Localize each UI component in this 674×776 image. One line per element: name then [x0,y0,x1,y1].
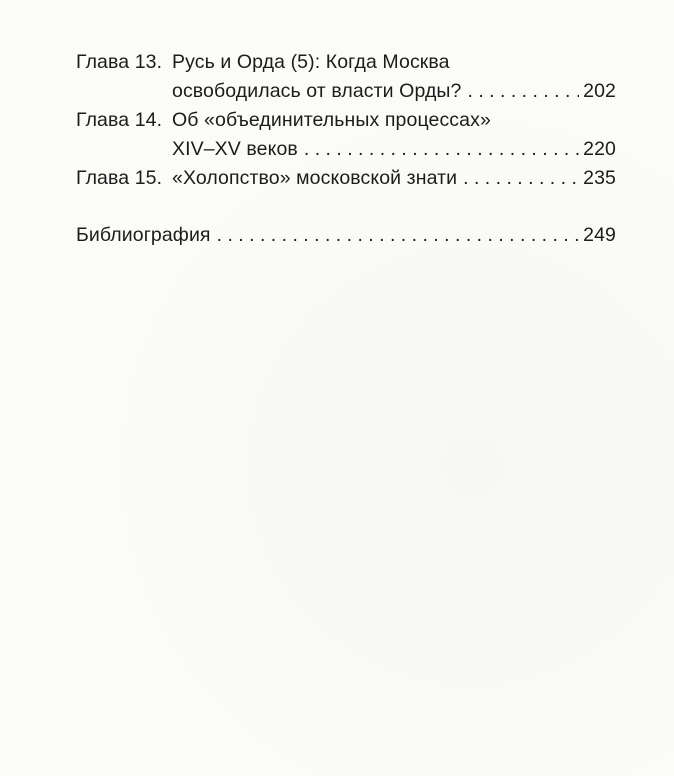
toc-line [76,77,616,106]
page-number: 220 [583,138,616,160]
page-number: 249 [583,224,616,246]
toc-line [76,106,616,135]
chapter-label: Глава 14. [76,109,163,131]
spacer [76,193,616,221]
page-number: 202 [583,80,616,102]
page-number: 235 [583,167,616,189]
leader-dots [463,164,579,193]
leader-dots [304,135,579,164]
chapter-title-line-1: Русь и Орда (5): Когда Москва [172,51,450,73]
toc-entry-chapter-13 [76,48,616,106]
chapter-title-line-1: Об «объединительных процессах» [172,109,491,131]
bibliography-title: Библиография [76,224,211,246]
leader-dots [467,77,579,106]
leader-dots [217,221,580,250]
toc-line [76,48,616,77]
toc-entry-chapter-15 [76,164,616,193]
table-of-contents [76,48,616,250]
toc-entry-chapter-14 [76,106,616,164]
toc-entry-bibliography [76,221,616,250]
toc-line [76,135,616,164]
chapter-title-line-2: освободилась от власти Орды? [172,80,462,102]
chapter-title-line-2: XIV–XV веков [172,138,298,160]
chapter-label: Глава 13. [76,51,163,73]
chapter-title-line-1: «Холопство» московской знати [172,167,458,189]
toc-line [76,164,616,193]
toc-line [76,221,616,250]
chapter-label: Глава 15. [76,167,163,189]
